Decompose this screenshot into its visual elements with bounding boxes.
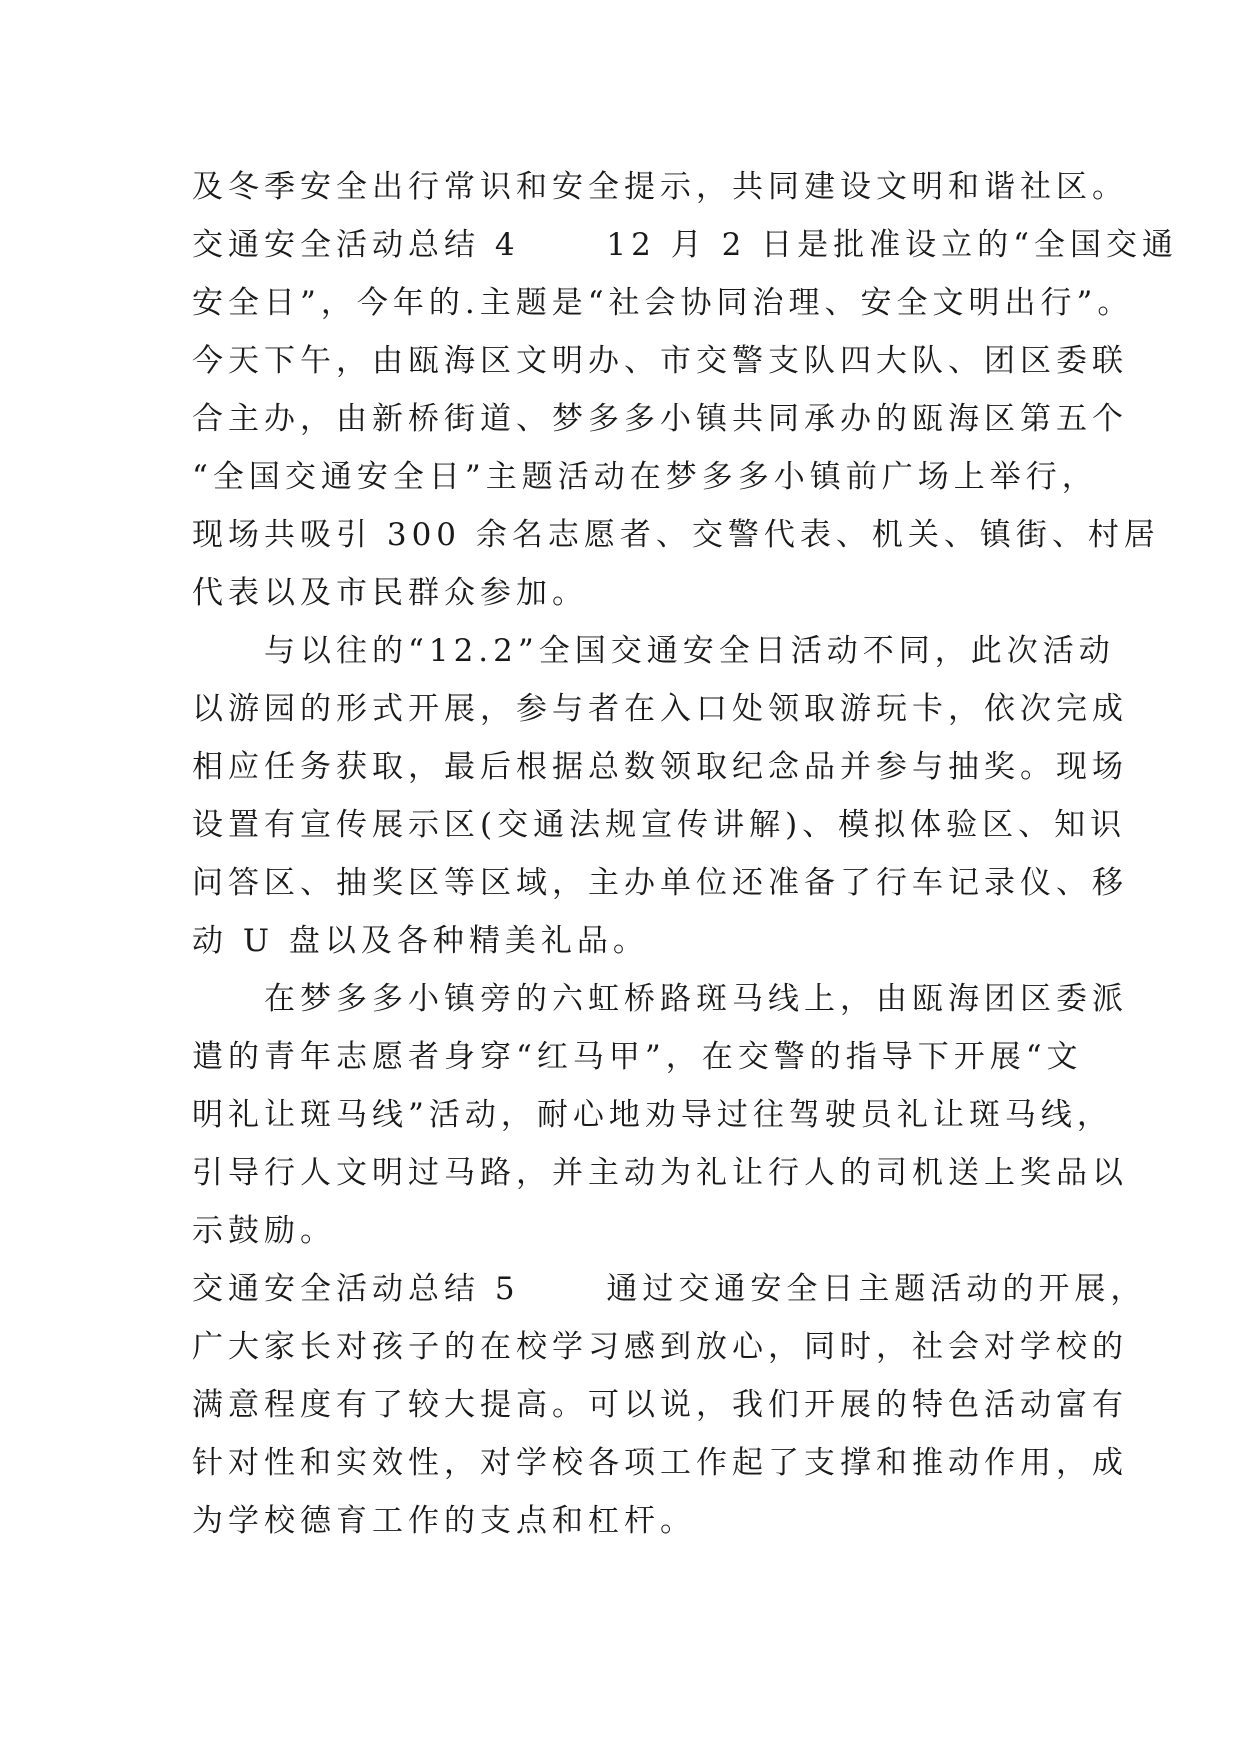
text-line: 交通安全活动总结 5 通过交通安全日主题活动的开展， bbox=[192, 1271, 1147, 1307]
text-line: 今天下午，由瓯海区文明办、市交警支队四大队、团区委联 bbox=[192, 343, 1128, 379]
text-line: 动 U 盘以及各种精美礼品。 bbox=[192, 923, 649, 959]
text-line: 明礼让斑马线”活动，耐心地劝导过往驾驶员礼让斑马线， bbox=[192, 1097, 1113, 1133]
text-line: 示鼓励。 bbox=[192, 1213, 336, 1249]
text-line: 相应任务获取，最后根据总数领取纪念品并参与抽奖。现场 bbox=[192, 749, 1128, 785]
text-line: 满意程度有了较大提高。可以说，我们开展的特色活动富有 bbox=[192, 1387, 1128, 1423]
text-line: “全国交通安全日”主题活动在梦多多小镇前广场上举行， bbox=[192, 459, 1098, 495]
text-line: 为学校德育工作的支点和杠杆。 bbox=[192, 1503, 696, 1539]
text-line: 引导行人文明过马路，并主动为礼让行人的司机送上奖品以 bbox=[192, 1155, 1128, 1191]
text-line: 代表以及市民群众参加。 bbox=[192, 575, 588, 611]
text-line: 合主办，由新桥街道、梦多多小镇共同承办的瓯海区第五个 bbox=[192, 401, 1128, 437]
text-line: 广大家长对孩子的在校学习感到放心，同时，社会对学校的 bbox=[192, 1329, 1128, 1365]
text-line: 针对性和实效性，对学校各项工作起了支撑和推动作用，成 bbox=[192, 1445, 1128, 1481]
text-line: 交通安全活动总结 4 12 月 2 日是批准设立的“全国交通 bbox=[192, 227, 1179, 263]
text-line: 设置有宣传展示区(交通法规宣传讲解)、模拟体验区、知识 bbox=[192, 807, 1127, 843]
text-line: 与以往的“12.2”全国交通安全日活动不同，此次活动 bbox=[192, 633, 1115, 669]
text-line: 及冬季安全出行常识和安全提示，共同建设文明和谐社区。 bbox=[192, 169, 1128, 205]
text-line: 现场共吸引 300 余名志愿者、交警代表、机关、镇街、村居 bbox=[192, 517, 1160, 553]
text-line: 以游园的形式开展，参与者在入口处领取游玩卡，依次完成 bbox=[192, 691, 1128, 727]
text-line: 问答区、抽奖区等区域，主办单位还准备了行车记录仪、移 bbox=[192, 865, 1128, 901]
body-text bbox=[192, 158, 1179, 1550]
text-line: 遣的青年志愿者身穿“红马甲”，在交警的指导下开展“文 bbox=[192, 1039, 1083, 1075]
text-line: 在梦多多小镇旁的六虹桥路斑马线上，由瓯海团区委派 bbox=[192, 981, 1128, 1017]
text-line: 安全日”，今年的.主题是“社会协同治理、安全文明出行”。 bbox=[192, 285, 1134, 321]
